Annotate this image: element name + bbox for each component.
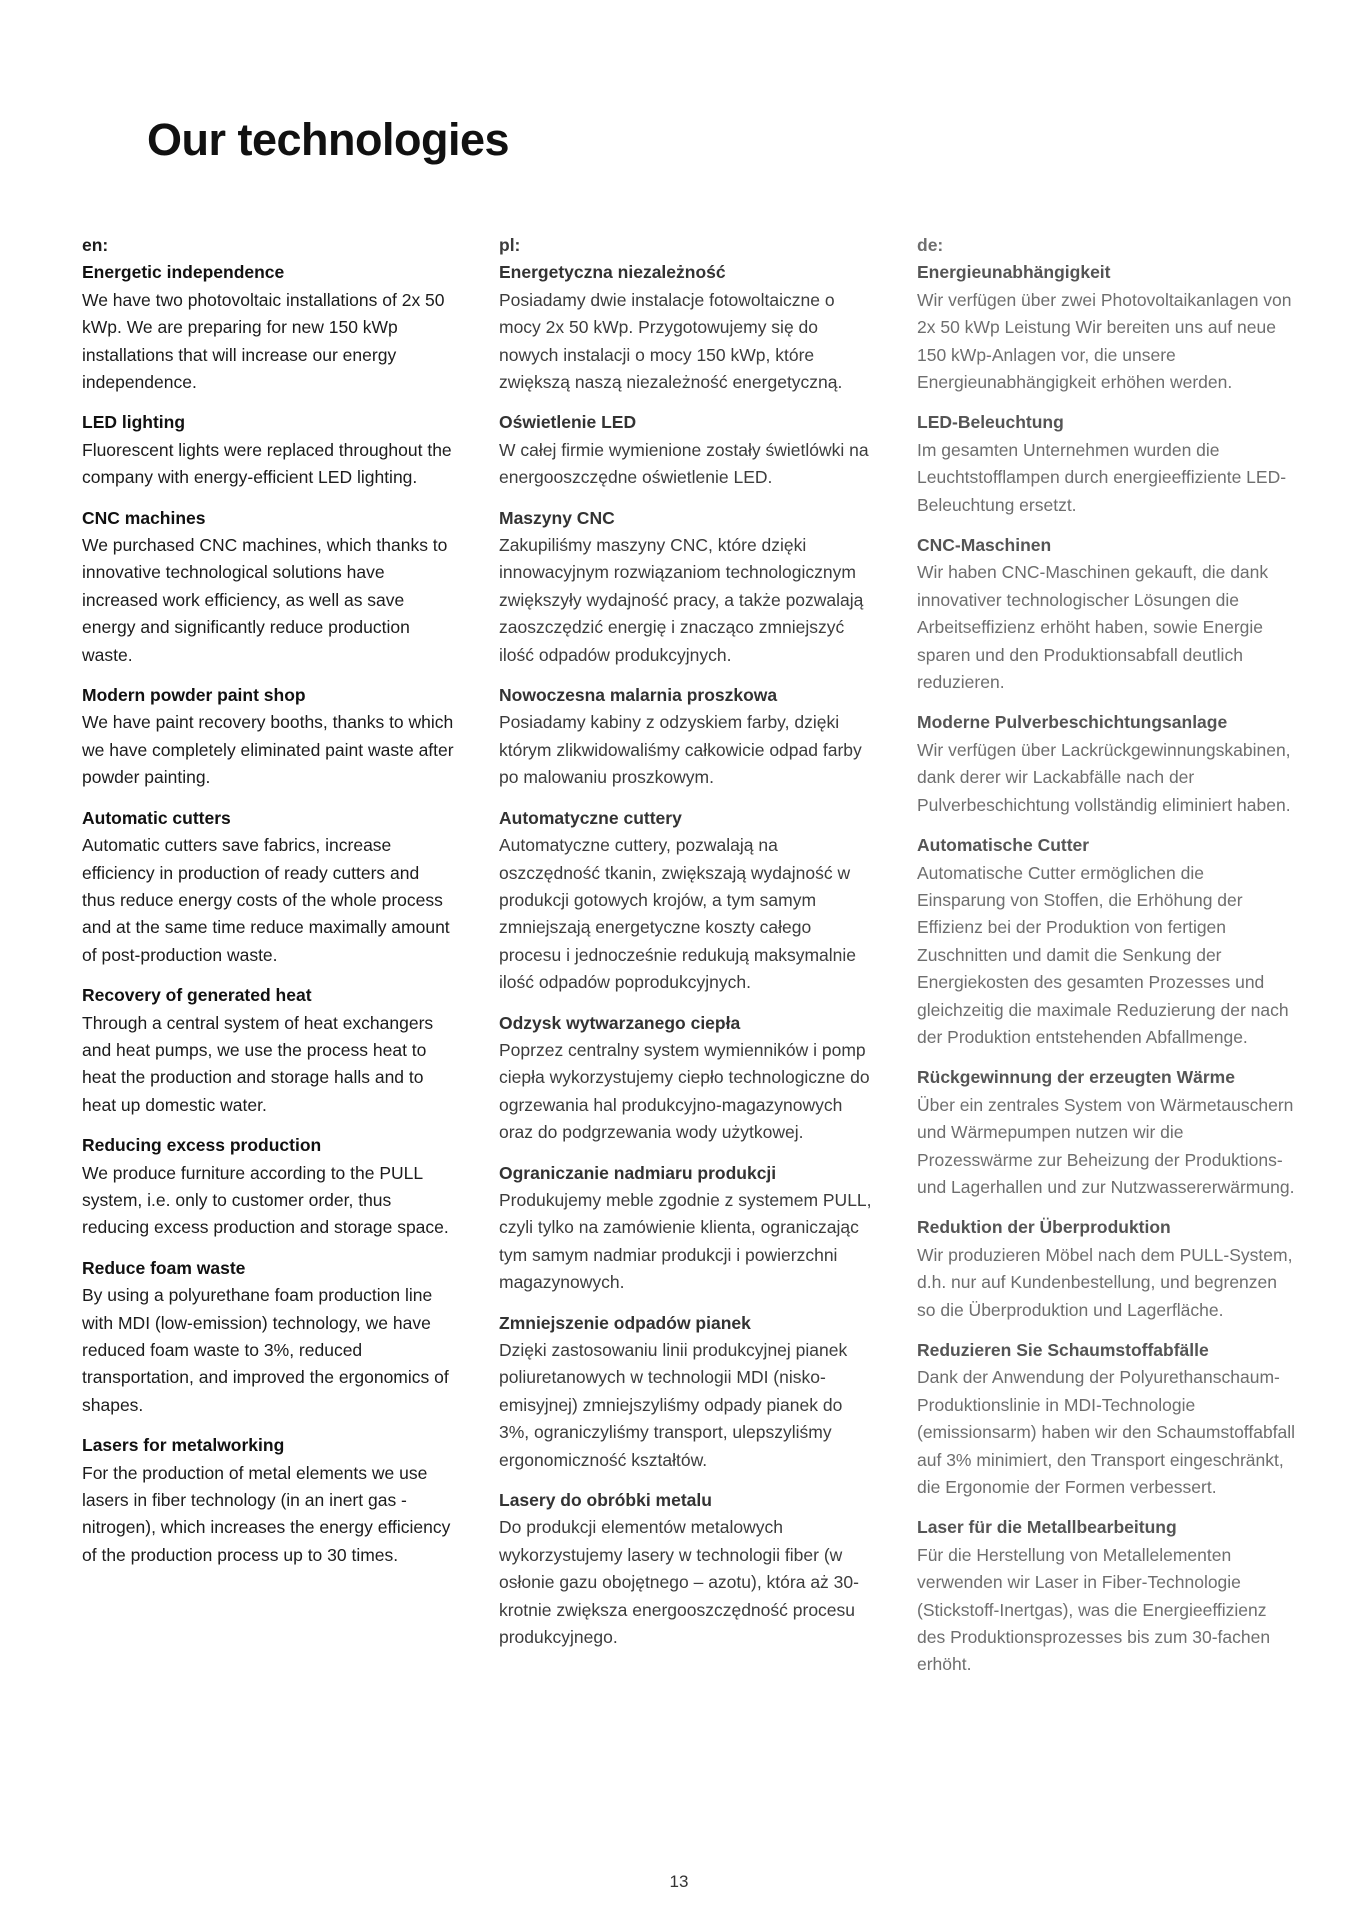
- section-heading: Zmniejszenie odpadów pianek: [499, 1312, 751, 1333]
- section-heading: Ograniczanie nadmiaru produkcji: [499, 1162, 777, 1183]
- section-text: We have paint recovery booths, thanks to which we have completely eliminated paint waste after powder painting.: [82, 712, 454, 788]
- column-pl: [499, 232, 874, 1664]
- tech-section: [917, 1514, 1297, 1678]
- section-heading: CNC machines: [82, 507, 206, 528]
- section-heading: CNC-Maschinen: [917, 535, 1052, 556]
- tech-section: [499, 409, 874, 491]
- section-list: [82, 259, 457, 1569]
- section-heading: Automatic cutters: [82, 807, 231, 828]
- tech-section: [82, 982, 457, 1119]
- page-title: Our technologies: [147, 114, 510, 165]
- section-heading: Reducing excess production: [82, 1135, 322, 1156]
- section-text: We purchased CNC machines, which thanks to innovative technological solutions have increased work efficiency, as well as save energy and significantly reduce production waste.: [82, 535, 448, 665]
- tech-section: [917, 1337, 1297, 1501]
- section-list: [499, 259, 874, 1651]
- tech-section: [917, 532, 1297, 696]
- tech-section: [82, 682, 457, 792]
- language-label: pl:: [499, 235, 521, 255]
- tech-section: [82, 505, 457, 669]
- tech-section: [917, 832, 1297, 1051]
- section-text: Wir haben CNC-Maschinen gekauft, die dank innovativer technologischer Lösungen die Arbeitseffizienz erhöht haben, sowie Energie sparen und den Produktionsabfall deutlich reduzieren.: [917, 562, 1269, 693]
- section-text: Automatic cutters save fabrics, increase efficiency in production of ready cutters and thus reduce energy costs of the whole process and at the same time reduce maximally amount of post-production waste.: [82, 835, 450, 965]
- section-text: Posiadamy kabiny z odzyskiem farby, dzięki którym zlikwidowaliśmy całkowicie odpad farby po malowaniu proszkowym.: [499, 712, 862, 788]
- section-heading: Moderne Pulverbeschichtungsanlage: [917, 712, 1228, 733]
- section-text: Über ein zentrales System von Wärmetauschern und Wärmepumpen nutzen wir die Prozesswärme zur Beheizung der Produktions- und Lagerhallen und zur Nutzwassererwärmung.: [917, 1094, 1295, 1197]
- section-text: W całej firmie wymienione zostały świetlówki na energooszczędne oświetlenie LED.: [499, 439, 869, 488]
- page-number: 13: [669, 1872, 689, 1891]
- tech-section: [499, 1160, 874, 1297]
- section-text: Wir produzieren Möbel nach dem PULL-System, d.h. nur auf Kundenbestellung, und begrenzen so die Überproduktion und Lagerfläche.: [917, 1244, 1293, 1320]
- section-heading: Energetic independence: [82, 262, 285, 283]
- section-heading: Reduktion der Überproduktion: [917, 1217, 1171, 1238]
- tech-section: [499, 1487, 874, 1651]
- section-text: Fluorescent lights were replaced throughout the company with energy-efficient LED lighting.: [82, 439, 452, 488]
- section-text: Dzięki zastosowaniu linii produkcyjnej pianek poliuretanowych w technologii MDI (nisko-emisyjnej) zmniejszyliśmy odpady pianek do 3%, ograniczyliśmy transport, ulepszyliśmy ergonomiczność kształtów.: [499, 1340, 848, 1470]
- section-list: [917, 259, 1297, 1679]
- language-label: en:: [82, 235, 109, 255]
- tech-section: [82, 1132, 457, 1242]
- section-text: Zakupiliśmy maszyny CNC, które dzięki innowacyjnym rozwiązaniom technologicznym zwiększyły wydajność pracy, a także pozwalają zaoszczędzić energię i znacząco zmniejszyć ilość odpadów produkcyjnych.: [499, 535, 864, 665]
- section-text: By using a polyurethane foam production line with MDI (low-emission) technology, we have reduced foam waste to 3%, reduced transportation, and improved the ergonomics of shapes.: [82, 1285, 449, 1415]
- section-heading: Recovery of generated heat: [82, 985, 312, 1006]
- section-heading: Laser für die Metallbearbeitung: [917, 1517, 1177, 1538]
- section-heading: Rückgewinnung der erzeugten Wärme: [917, 1067, 1235, 1088]
- tech-section: [82, 805, 457, 969]
- tech-section: [82, 259, 457, 396]
- tech-section: [499, 1010, 874, 1147]
- column-en: [82, 232, 457, 1582]
- section-text: Automatyczne cuttery, pozwalają na oszczędność tkanin, zwiększają wydajność w produkcji gotowych krojów, a tym samym zmniejszają energetyczne koszty całego procesu i jednocześnie redukują maksymalnie ilość odpadów poprodukcyjnych.: [499, 835, 856, 993]
- section-heading: Automatische Cutter: [917, 835, 1090, 856]
- section-heading: LED lighting: [82, 412, 186, 433]
- section-text: Do produkcji elementów metalowych wykorzystujemy lasery w technologii fiber (w osłonie gazu obojętnego – azotu), która aż 30-krotnie zwiększa energooszczędność procesu produkcyjnego.: [499, 1517, 859, 1648]
- section-text: Posiadamy dwie instalacje fotowoltaiczne o mocy 2x 50 kWp. Przygotowujemy się do nowych instalacji o mocy 150 kWp, które zwiększą naszą niezależność energetyczną.: [499, 289, 843, 393]
- section-text: Through a central system of heat exchangers and heat pumps, we use the process heat to heat the production and storage halls and to heat up domestic water.: [82, 1012, 434, 1115]
- section-text: Im gesamten Unternehmen wurden die Leuchtstofflampen durch energieeffiziente LED-Beleuchtung ersetzt.: [917, 439, 1287, 515]
- tech-section: [917, 1214, 1297, 1324]
- section-text: Poprzez centralny system wymienników i pomp ciepła wykorzystujemy ciepło technologiczne do ogrzewania hal produkcyjno-magazynowych oraz do podgrzewania wody użytkowej.: [499, 1039, 870, 1143]
- section-heading: Lasers for metalworking: [82, 1435, 285, 1456]
- section-heading: Odzysk wytwarzanego ciepła: [499, 1012, 741, 1033]
- language-label: de:: [917, 235, 944, 255]
- section-text: We have two photovoltaic installations of 2x 50 kWp. We are preparing for new 150 kWp installations that will increase our energy independence.: [82, 289, 445, 393]
- section-text: We produce furniture according to the PULL system, i.e. only to customer order, thus reducing excess production and storage space.: [82, 1162, 449, 1238]
- section-text: Automatische Cutter ermöglichen die Einsparung von Stoffen, die Erhöhung der Effizienz bei der Produktion von fertigen Zuschnitten und damit die Senkung der Energiekosten des gesamten Prozesses und gleichzeitig die maximale Reduzierung der nach der Produktion entstehenden Abfallmenge.: [917, 862, 1289, 1047]
- section-heading: Lasery do obróbki metalu: [499, 1490, 712, 1511]
- tech-section: [917, 259, 1297, 396]
- tech-section: [499, 505, 874, 669]
- tech-section: [82, 1432, 457, 1569]
- tech-section: [82, 1255, 457, 1419]
- section-text: Wir verfügen über zwei Photovoltaikanlagen von 2x 50 kWp Leistung Wir bereiten uns auf neue 150 kWp-Anlagen vor, die unsere Energieunabhängigkeit erhöhen werden.: [917, 289, 1292, 393]
- section-heading: Energetyczna niezależność: [499, 262, 726, 283]
- tech-section: [499, 682, 874, 792]
- section-heading: Modern powder paint shop: [82, 685, 306, 706]
- tech-section: [499, 805, 874, 997]
- section-text: Für die Herstellung von Metallelementen verwenden wir Laser in Fiber-Technologie (Stickstoff-Inertgas), was die Energieeffizienz des Produktionsprozesses bis zum 30-fachen erhöht.: [917, 1544, 1271, 1675]
- section-text: Produkujemy meble zgodnie z systemem PULL, czyli tylko na zamówienie klienta, ograniczając tym samym nadmiar produkcji i powierzchni magazynowych.: [499, 1189, 872, 1293]
- section-text: Wir verfügen über Lackrückgewinnungskabinen, dank derer wir Lackabfälle nach der Pulverbeschichtung vollständig eliminiert haben.: [917, 739, 1291, 815]
- tech-section: [917, 409, 1297, 519]
- tech-section: [499, 1310, 874, 1474]
- section-heading: Automatyczne cuttery: [499, 807, 682, 828]
- section-heading: Oświetlenie LED: [499, 412, 637, 433]
- section-heading: Nowoczesna malarnia proszkowa: [499, 685, 778, 706]
- section-heading: Maszyny CNC: [499, 507, 615, 528]
- section-heading: Reduzieren Sie Schaumstoffabfälle: [917, 1340, 1209, 1361]
- tech-section: [917, 1064, 1297, 1201]
- section-heading: Reduce foam waste: [82, 1257, 246, 1278]
- column-de: [917, 232, 1297, 1692]
- tech-section: [917, 709, 1297, 819]
- section-heading: Energieunabhängigkeit: [917, 262, 1111, 283]
- tech-section: [82, 409, 457, 491]
- section-text: For the production of metal elements we use lasers in fiber technology (in an inert gas - nitrogen), which increases the energy efficiency of the production process up to 30 times.: [82, 1462, 451, 1565]
- section-heading: LED-Beleuchtung: [917, 412, 1064, 433]
- section-text: Dank der Anwendung der Polyurethanschaum-Produktionslinie in MDI-Technologie (emissionsarm) haben wir den Schaumstoffabfall auf 3% minimiert, den Transport eingeschränkt, die Ergonomie der Formen verbessert.: [917, 1367, 1296, 1498]
- tech-section: [499, 259, 874, 396]
